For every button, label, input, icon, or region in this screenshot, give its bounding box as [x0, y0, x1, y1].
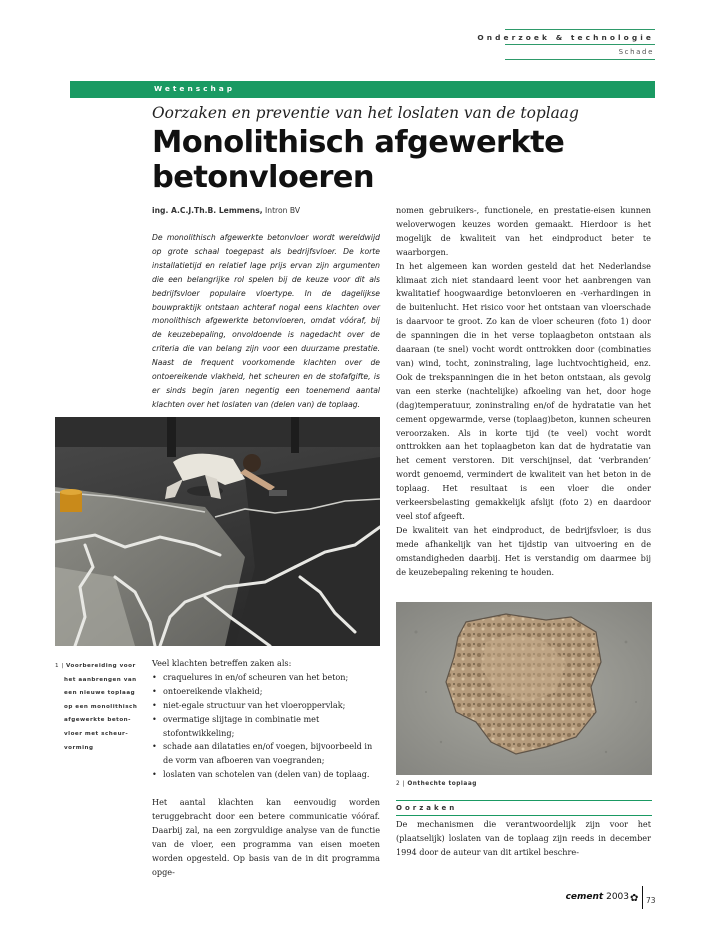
article-subtitle: Oorzaken en preventie van het loslaten van de toplaag [152, 104, 579, 122]
left-col-para: Het aantal klachten kan eenvoudig worden teruggebracht door een betere communicatie vóóraf. Daarbij zal, na een zorgvuldige analyse van de functie van de vloer, een programma van eisen moeten worden opgesteld. Op basis van de in dit programma opge- [152, 797, 380, 877]
section-rule-bottom [396, 815, 652, 816]
header-rule-top [505, 29, 655, 30]
right-col-para-3: De kwaliteit van het eindproduct, de bedrijfsvloer, is dus mede afhankelijk van het tijdstip van uitvoering en de omstandigheden daarbij. Het is verstandig om daarmee bij de keuzebepaling rekening te houden. [396, 524, 651, 577]
header-rule-mid [505, 44, 655, 45]
footer-divider [642, 886, 643, 909]
magazine-year: 2003 [606, 892, 629, 902]
photo1-caption-line: vloer met scheur- [64, 730, 129, 737]
page-number: 73 [646, 896, 656, 905]
header-rule-bottom [505, 59, 655, 60]
author-org: Intron BV [265, 206, 301, 215]
complaints-list [152, 671, 380, 782]
photo2-number: 2 [396, 781, 401, 787]
author-line [152, 206, 300, 215]
photo2-caption: 2 | Onthechte toplaag [396, 781, 477, 787]
magazine-name: cement [565, 892, 604, 902]
section-label: Onderzoek & technologie [477, 33, 654, 42]
list-item: • craquelures in en/of scheuren van het beton; [152, 671, 380, 685]
photo1-caption-line: afgewerkte beton- [64, 717, 131, 724]
intro-text: De monolithisch afgewerkte betonvloer wordt wereldwijd op grote schaal toegepast als bedrijfsvloer. De korte installatietijd en relatief lage prijs ervan zijn argumenten die een belangrijke rol spelen bij de keuze voor dit als bedrijfsvloer populaire vloertype. In de dagelijkse bouwpraktijk ontstaan achteraf nogal eens klachten over monolithisch afgewerkte betonvloeren, omdat vóóraf, bij de keuzebepaling, onvoldoende is nagedacht over de criteria die van belang zijn voor een duurzame prestatie. Naast de frequent voorkomende klachten over de ontoereikende vlakheid, het scheuren en de stofafgifte, is er sinds begin jaren negentig een toenemend aantal klachten over het loslaten van (delen van) de toplaag. [152, 233, 380, 409]
oorzaken-paragraph [396, 817, 651, 859]
list-item: • ontoereikende vlakheid; [152, 685, 380, 699]
photo1-caption-line: het aanbrengen van [64, 676, 137, 683]
category-label: Wetenschap [154, 84, 236, 93]
photo1-caption: 1 | Voorbereiding voor het aanbrengen van een nieuwe toplaag op een monolithisch afgewerkte beton- vloer met scheur- vorming [55, 660, 147, 755]
right-col-para-1: nomen gebruikers-, functionele, en prestatie-eisen kunnen weloverwogen keuzes worden gemaakt. Hierdoor is het mogelijk de kwaliteit van het eindproduct beter te waarborgen. [396, 205, 651, 257]
photo1-number: 1 [55, 663, 60, 669]
footer-magazine [566, 892, 629, 902]
left-column [152, 657, 380, 880]
photo-detached-toplayer [396, 602, 652, 775]
photo1-caption-line: Voorbereiding voor [66, 663, 136, 669]
photo1-caption-line: op een monolithisch [64, 703, 138, 710]
list-item: • schade aan dilataties en/of voegen, bijvoorbeeld in de vorm van afboeren van voegranden; [152, 740, 380, 768]
photo-floor-repair [55, 417, 380, 646]
photo2-caption-text: Onthechte toplaag [407, 781, 477, 787]
category-band [70, 81, 655, 98]
list-item: • niet-egale structuur van het vloeroppervlak; [152, 699, 380, 713]
list-item: • overmatige slijtage in combinatie met stofontwikkeling; [152, 713, 380, 741]
intro-paragraph [152, 231, 380, 412]
oorzaken-text: De mechanismen die verantwoordelijk zijn voor het (plaatselijk) loslaten van de toplaag zijn reeds in december 1994 door de auteur van dit artikel beschre- [396, 819, 651, 857]
section-rule-top [396, 800, 652, 801]
right-column [396, 204, 651, 579]
photo1-caption-line: vorming [64, 744, 94, 751]
subsection-label: Schade [618, 48, 654, 56]
photo1-caption-line: een nieuwe toplaag [64, 690, 136, 697]
flower-icon: ✿ [630, 893, 639, 904]
article-title: Monolithisch afgewerkte betonvloeren [152, 125, 565, 195]
section-heading-oorzaken: Oorzaken [396, 804, 458, 812]
list-item: • loslaten van schotelen van (delen van) de toplaag. [152, 768, 380, 782]
right-col-para-2: In het algemeen kan worden gesteld dat het Nederlandse klimaat zich niet standaard leent voor het aanbrengen van kwalitatief hoogwaardige betonvloeren en -verhardingen in de buitenlucht. Het risico voor het ontstaan van vloerschade is daarvoor te groot. Zo kan de vloer scheuren (foto 1) door de spanningen die in het verse toplaagbeton ontstaan als daaraan (te snel) vocht wordt onttrokken door (combinaties van) wind, tocht, zoninstraling, lage luchtvochtigheid, enz. Ook de trekspanningen die in het beton ontstaan, als gevolg van een sterke (nachtelijke) afkoeling van het, door hoge (dag)temperatuur, zoninstraling en/of de hydratatie van het cement opgewarmde, verse (toplaag)beton, kunnen scheuren veroorzaken. Als in korte tijd (te veel) vocht wordt onttrokken aan het toplaagbeton kan dat de hydratatie van het cement verstoren. Dit verschijnsel, dat ‘verbranden’ wordt genoemd, vermindert de kwaliteit van het beton in de toplaag. Het resultaat is een vloer die onder verkeersbelasting gemakkelijk afslijt (foto 2) en daardoor veel stof afgeeft. [396, 260, 651, 521]
author-name: ing. A.C.J.Th.B. Lemmens, [152, 206, 263, 215]
list-intro: Veel klachten betreffen zaken als: [152, 658, 292, 668]
